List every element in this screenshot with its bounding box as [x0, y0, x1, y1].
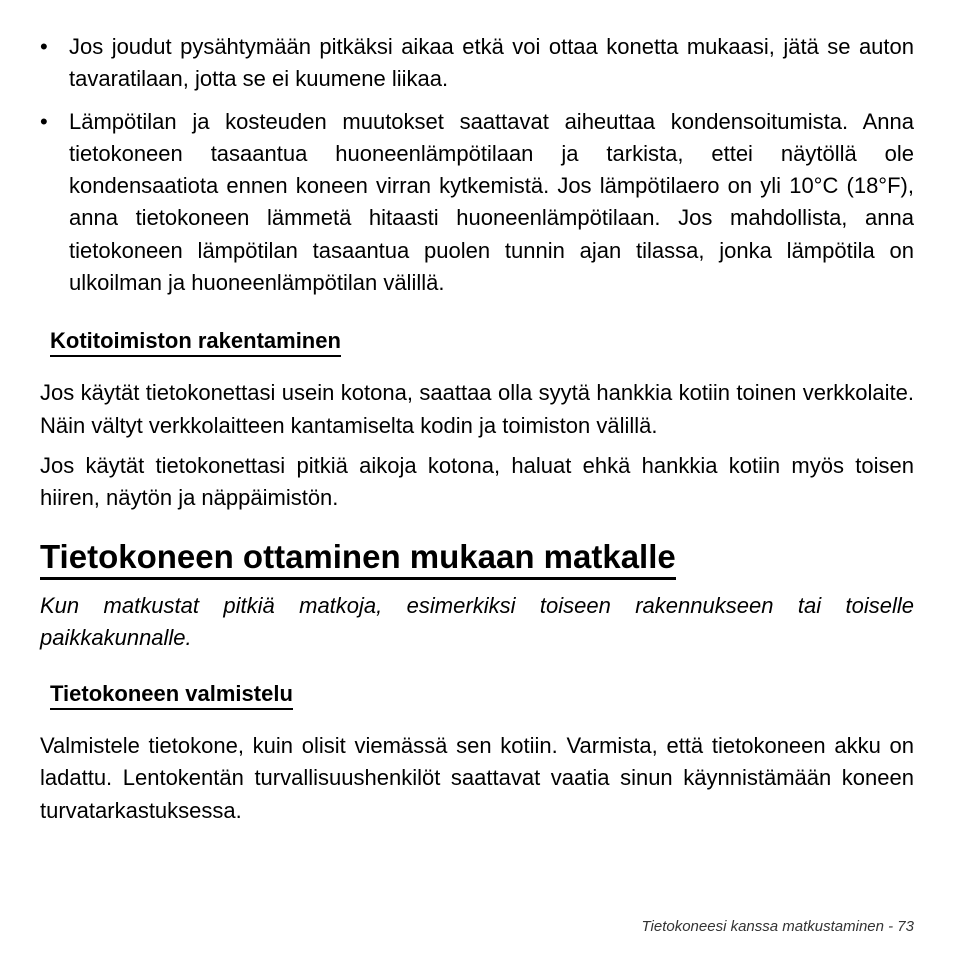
paragraph: Jos käytät tietokonettasi usein kotona, saattaa olla syytä hankkia kotiin toinen verkkolaite. Näin vältyt verkkolaitteen kantamiselta kodin ja toimiston välillä.: [40, 380, 914, 438]
bullet-marker: •: [40, 34, 48, 59]
section-heading-home-office: Kotitoimiston rakentaminen: [50, 327, 341, 357]
list-item-text: Lämpötilan ja kosteuden muutokset saattavat aiheuttaa kondensoitumista. Anna tietokoneen tasaantua huoneenlämpötilaan ja tarkista, ettei näytöllä ole kondensaatiota ennen koneen virran kytkemistä. Jos lämpötilaero on yli 10°C (18°F), anna tietokoneen lämmetä hitaasti huoneenlämpötilaan. Jos mahdollista, anna tietokoneen lämpötilan tasaantua puolen tunnin ajan tilassa, jonka lämpötila on ulkoilman ja huoneenlämpötilan välillä.: [69, 108, 914, 296]
list-item-text: Jos joudut pysähtymään pitkäksi aikaa etkä voi ottaa konetta mukaasi, jätä se auton tavaratilaan, jotta se ei kuumene liikaa.: [69, 34, 914, 92]
page-footer: Tietokoneesi kanssa matkustaminen - 73: [641, 918, 914, 935]
intro-paragraph: Kun matkustat pitkiä matkoja, esimerkiksi toiseen rakennukseen tai toiselle paikkakunnalle.: [40, 592, 914, 650]
bullet-list: [40, 31, 914, 299]
list-item: [40, 31, 914, 96]
section-heading-preparation: Tietokoneen valmistelu: [50, 680, 293, 710]
bullet-marker: •: [40, 108, 48, 134]
chapter-heading: Tietokoneen ottaminen mukaan matkalle: [40, 537, 676, 580]
list-item: [40, 106, 914, 300]
paragraph: Jos käytät tietokonettasi pitkiä aikoja kotona, haluat ehkä hankkia kotiin myös toisen hiiren, näytön ja näppäimistön.: [40, 452, 914, 511]
document-page: [40, 31, 914, 827]
paragraph: Valmistele tietokone, kuin olisit viemässä sen kotiin. Varmista, että tietokoneen akku on ladattu. Lentokentän turvallisuushenkilöt saattavat vaatia sinun käynnistämään koneen turvatarkastuksessa.: [40, 733, 914, 823]
